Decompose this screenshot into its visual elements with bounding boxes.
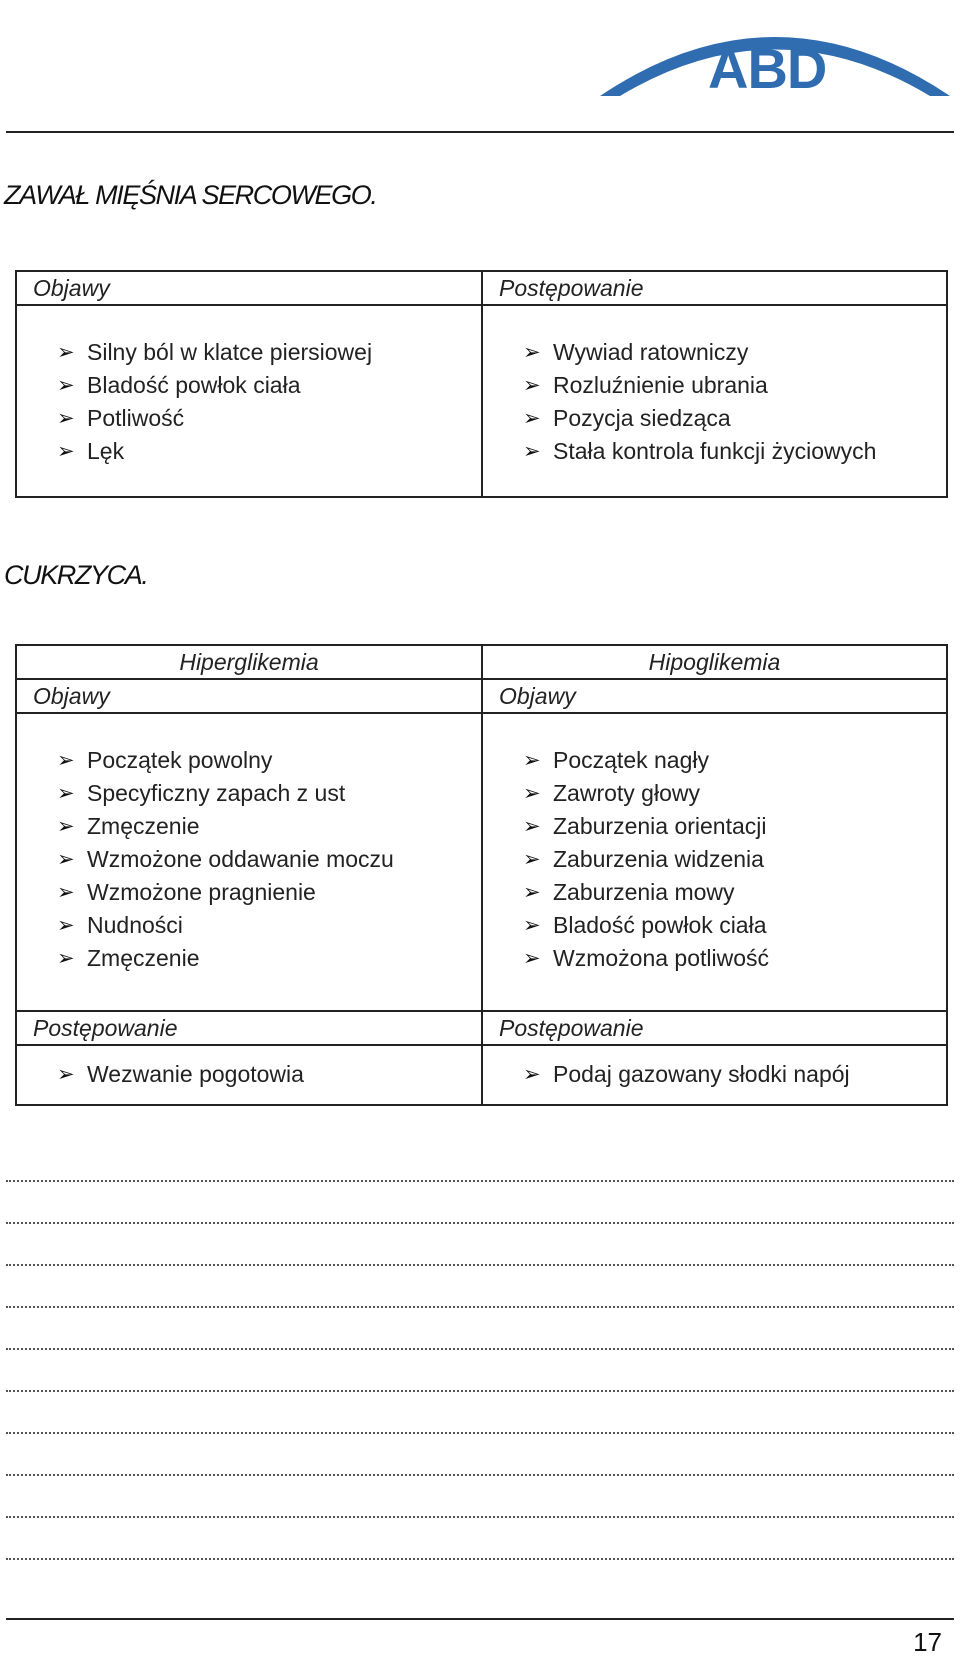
note-line [6, 1390, 954, 1392]
note-line [6, 1180, 954, 1182]
arrow-bullet-icon: ➢ [57, 781, 75, 805]
heart-attack-table [15, 270, 948, 498]
arrow-bullet-icon: ➢ [57, 439, 75, 463]
list-item: ➢ Silny ból w klatce piersiowej [17, 336, 481, 369]
hyperglycemia-header: Hiperglikemia [16, 645, 482, 679]
arrow-bullet-icon: ➢ [523, 748, 541, 772]
list-item: ➢ Początek nagły [483, 744, 946, 777]
arrow-bullet-icon: ➢ [523, 373, 541, 397]
list-item: ➢ Zaburzenia mowy [483, 876, 946, 909]
arrow-bullet-icon: ➢ [57, 340, 75, 364]
hypo-actions-cell [482, 1045, 947, 1105]
arrow-bullet-icon: ➢ [57, 373, 75, 397]
list-item: ➢ Rozluźnienie ubrania [483, 369, 946, 402]
abd-logo [600, 8, 950, 98]
hyper-symptoms-cell [16, 713, 482, 1011]
symptoms-list [17, 336, 481, 468]
arrow-bullet-icon: ➢ [57, 1062, 75, 1086]
list-item: ➢ Wzmożone oddawanie moczu [17, 843, 481, 876]
hyper-symptoms-list [17, 744, 481, 975]
list-item: ➢ Zawroty głowy [483, 777, 946, 810]
arrow-bullet-icon: ➢ [523, 814, 541, 838]
list-item: ➢ Wywiad ratowniczy [483, 336, 946, 369]
header-rule [6, 131, 954, 133]
hypo-symptoms-header: Objawy [482, 679, 947, 713]
list-item: ➢ Zaburzenia widzenia [483, 843, 946, 876]
list-item: ➢ Wezwanie pogotowia [17, 1058, 481, 1091]
note-line [6, 1222, 954, 1224]
arrow-bullet-icon: ➢ [57, 946, 75, 970]
note-line [6, 1516, 954, 1518]
arrow-bullet-icon: ➢ [57, 748, 75, 772]
note-line [6, 1432, 954, 1434]
list-item: ➢ Nudności [17, 909, 481, 942]
arrow-bullet-icon: ➢ [523, 340, 541, 364]
actions-list [483, 336, 946, 468]
list-item: ➢ Zmęczenie [17, 942, 481, 975]
list-item: ➢ Bladość powłok ciała [483, 909, 946, 942]
note-line [6, 1474, 954, 1476]
list-item: ➢ Specyficzny zapach z ust [17, 777, 481, 810]
list-item: ➢ Pozycja siedząca [483, 402, 946, 435]
hypo-actions-list [483, 1058, 946, 1091]
hypo-symptoms-cell [482, 713, 947, 1011]
page-number: 17 [913, 1627, 942, 1657]
arrow-bullet-icon: ➢ [523, 847, 541, 871]
section-title-diabetes: CUKRZYCA. [4, 560, 148, 590]
arrow-bullet-icon: ➢ [57, 880, 75, 904]
hypoglycemia-header: Hipoglikemia [482, 645, 947, 679]
list-item: ➢ Stała kontrola funkcji życiowych [483, 435, 946, 468]
arrow-bullet-icon: ➢ [57, 847, 75, 871]
arrow-bullet-icon: ➢ [57, 913, 75, 937]
section-title-heart-attack: ZAWAŁ MIĘŚNIA SERCOWEGO. [4, 180, 377, 210]
arrow-bullet-icon: ➢ [523, 406, 541, 430]
list-item: ➢ Zmęczenie [17, 810, 481, 843]
list-item: ➢ Wzmożone pragnienie [17, 876, 481, 909]
arrow-bullet-icon: ➢ [523, 439, 541, 463]
symptoms-header: Objawy [16, 271, 482, 305]
list-item: ➢ Bladość powłok ciała [17, 369, 481, 402]
note-line [6, 1306, 954, 1308]
hyper-actions-cell [16, 1045, 482, 1105]
list-item: ➢ Potliwość [17, 402, 481, 435]
arrow-bullet-icon: ➢ [523, 781, 541, 805]
hyper-symptoms-header: Objawy [16, 679, 482, 713]
actions-header: Postępowanie [482, 271, 947, 305]
list-item: ➢ Podaj gazowany słodki napój [483, 1058, 946, 1091]
arrow-bullet-icon: ➢ [523, 946, 541, 970]
hypo-symptoms-list [483, 744, 946, 975]
arrow-bullet-icon: ➢ [57, 814, 75, 838]
note-line [6, 1348, 954, 1350]
list-item: ➢ Zaburzenia orientacji [483, 810, 946, 843]
list-item: ➢ Początek powolny [17, 744, 481, 777]
actions-cell [482, 305, 947, 497]
arrow-bullet-icon: ➢ [523, 913, 541, 937]
arrow-bullet-icon: ➢ [523, 880, 541, 904]
footer-rule [6, 1618, 954, 1620]
note-line [6, 1264, 954, 1266]
hyper-actions-header: Postępowanie [16, 1011, 482, 1045]
hypo-actions-header: Postępowanie [482, 1011, 947, 1045]
list-item: ➢ Wzmożona potliwość [483, 942, 946, 975]
hyper-actions-list [17, 1058, 481, 1091]
symptoms-cell [16, 305, 482, 497]
arrow-bullet-icon: ➢ [57, 406, 75, 430]
list-item: ➢ Lęk [17, 435, 481, 468]
diabetes-table [15, 644, 948, 1106]
arrow-bullet-icon: ➢ [523, 1062, 541, 1086]
logo-text: ABD [708, 37, 827, 100]
note-line [6, 1558, 954, 1560]
